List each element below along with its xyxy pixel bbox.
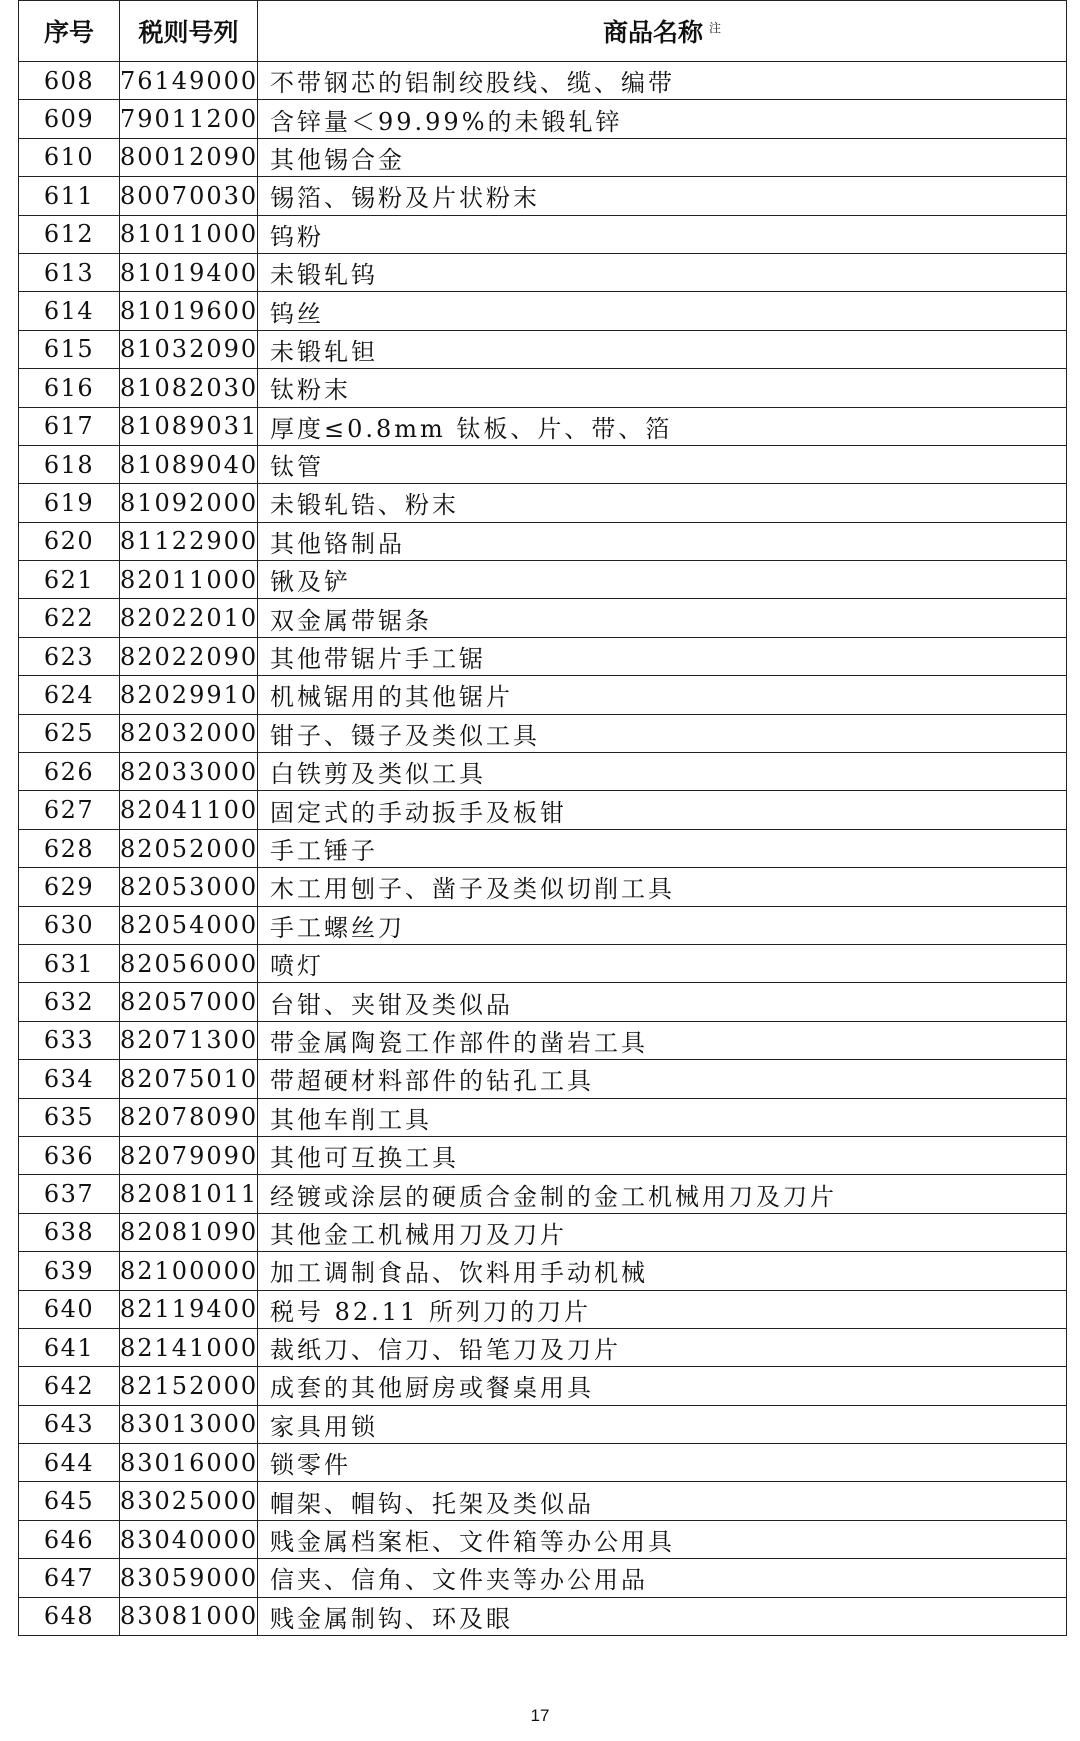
row-code: 81019600 [120,292,258,330]
row-seq: 623 [19,637,120,675]
row-code: 76149000 [120,62,258,100]
row-name: 锡箔、锡粉及片状粉末 [258,177,1067,215]
row-code: 82032000 [120,714,258,752]
table-row [19,445,1067,483]
row-seq: 619 [19,484,120,522]
header-name-cell [258,1,1067,62]
row-code: 82041100 [120,791,258,829]
row-name: 钛管 [258,445,1067,483]
row-code: 82152000 [120,1367,258,1405]
row-name: 带超硬材料部件的钻孔工具 [258,1060,1067,1098]
header-note: 注 [709,20,722,35]
row-seq: 625 [19,714,120,752]
row-seq: 628 [19,829,120,867]
row-seq: 621 [19,561,120,599]
row-name: 双金属带锯条 [258,599,1067,637]
table-row [19,62,1067,100]
row-code: 82033000 [120,753,258,791]
row-name: 贱金属档案柜、文件箱等办公用具 [258,1520,1067,1558]
row-code: 82052000 [120,829,258,867]
table-row [19,599,1067,637]
row-name: 含锌量＜99.99%的未锻轧锌 [258,100,1067,138]
row-code: 81092000 [120,484,258,522]
table-row [19,1444,1067,1482]
row-seq: 631 [19,944,120,982]
row-seq: 608 [19,62,120,100]
row-seq: 644 [19,1444,120,1482]
row-name: 家具用锁 [258,1405,1067,1443]
row-code: 83081000 [120,1597,258,1635]
row-seq: 636 [19,1136,120,1174]
header-row [19,1,1067,62]
table-row [19,1482,1067,1520]
row-code: 81032090 [120,330,258,368]
row-code: 82141000 [120,1328,258,1366]
table-row [19,407,1067,445]
row-code: 82079090 [120,1136,258,1174]
row-name: 锹及铲 [258,561,1067,599]
table-row [19,714,1067,752]
row-seq: 612 [19,215,120,253]
row-code: 82071300 [120,1021,258,1059]
row-seq: 624 [19,676,120,714]
row-code: 82029910 [120,676,258,714]
row-code: 82081090 [120,1213,258,1251]
row-code: 82053000 [120,868,258,906]
row-name: 钛粉末 [258,369,1067,407]
table-row [19,1060,1067,1098]
table-row [19,484,1067,522]
row-name: 钳子、镊子及类似工具 [258,714,1067,752]
row-name: 手工螺丝刀 [258,906,1067,944]
row-seq: 613 [19,253,120,291]
row-code: 83016000 [120,1444,258,1482]
row-name: 固定式的手动扳手及板钳 [258,791,1067,829]
table-row [19,1098,1067,1136]
table-row [19,1136,1067,1174]
row-code: 81089040 [120,445,258,483]
table-row [19,1175,1067,1213]
row-code: 83040000 [120,1520,258,1558]
header-seq: 序号 [19,1,120,62]
row-code: 80070030 [120,177,258,215]
row-name: 裁纸刀、信刀、铅笔刀及刀片 [258,1328,1067,1366]
row-code: 82022010 [120,599,258,637]
row-code: 81011000 [120,215,258,253]
row-name: 其他车削工具 [258,1098,1067,1136]
table-row [19,1597,1067,1635]
row-code: 83059000 [120,1559,258,1597]
row-seq: 638 [19,1213,120,1251]
table-row [19,944,1067,982]
row-name: 锁零件 [258,1444,1067,1482]
row-name: 贱金属制钩、环及眼 [258,1597,1067,1635]
row-name: 其他铬制品 [258,522,1067,560]
row-seq: 643 [19,1405,120,1443]
row-seq: 645 [19,1482,120,1520]
table-row [19,561,1067,599]
row-code: 82056000 [120,944,258,982]
row-seq: 640 [19,1290,120,1328]
row-code: 82022090 [120,637,258,675]
row-code: 79011200 [120,100,258,138]
table-row [19,753,1067,791]
row-name: 帽架、帽钩、托架及类似品 [258,1482,1067,1520]
row-seq: 611 [19,177,120,215]
row-code: 82119400 [120,1290,258,1328]
row-code: 82075010 [120,1060,258,1098]
row-name: 其他锡合金 [258,138,1067,176]
table-row [19,292,1067,330]
table-row [19,1405,1067,1443]
row-seq: 642 [19,1367,120,1405]
table-row [19,1367,1067,1405]
table-row [19,676,1067,714]
row-name: 成套的其他厨房或餐桌用具 [258,1367,1067,1405]
row-code: 82100000 [120,1252,258,1290]
row-code: 82057000 [120,983,258,1021]
table-row [19,100,1067,138]
table-row [19,369,1067,407]
table-row [19,138,1067,176]
goods-table [18,0,1067,1636]
row-seq: 614 [19,292,120,330]
table-row [19,1559,1067,1597]
row-name: 喷灯 [258,944,1067,982]
row-name: 钨粉 [258,215,1067,253]
row-seq: 648 [19,1597,120,1635]
row-name: 其他可互换工具 [258,1136,1067,1174]
row-seq: 627 [19,791,120,829]
row-name: 手工锤子 [258,829,1067,867]
row-name: 税号 82.11 所列刀的刀片 [258,1290,1067,1328]
row-name: 未锻轧钨 [258,253,1067,291]
table-row [19,177,1067,215]
row-code: 82011000 [120,561,258,599]
row-seq: 626 [19,753,120,791]
row-seq: 620 [19,522,120,560]
table-row [19,1252,1067,1290]
table-row [19,868,1067,906]
row-seq: 646 [19,1520,120,1558]
row-seq: 610 [19,138,120,176]
row-code: 81089031 [120,407,258,445]
row-code: 83025000 [120,1482,258,1520]
table-row [19,637,1067,675]
row-code: 80012090 [120,138,258,176]
table-row [19,1290,1067,1328]
row-code: 81122900 [120,522,258,560]
row-seq: 641 [19,1328,120,1366]
table-row [19,330,1067,368]
table-row [19,906,1067,944]
table-row [19,829,1067,867]
row-name: 其他带锯片手工锯 [258,637,1067,675]
table-row [19,522,1067,560]
row-name: 经镀或涂层的硬质合金制的金工机械用刀及刀片 [258,1175,1067,1213]
row-name: 木工用刨子、凿子及类似切削工具 [258,868,1067,906]
row-name: 未锻轧钽 [258,330,1067,368]
row-name: 厚度≤0.8mm 钛板、片、带、箔 [258,407,1067,445]
row-name: 其他金工机械用刀及刀片 [258,1213,1067,1251]
row-seq: 635 [19,1098,120,1136]
table-row [19,253,1067,291]
row-name: 不带钢芯的铝制绞股线、缆、编带 [258,62,1067,100]
row-name: 带金属陶瓷工作部件的凿岩工具 [258,1021,1067,1059]
row-code: 81082030 [120,369,258,407]
header-name: 商品名称 [602,18,703,47]
row-name: 机械锯用的其他锯片 [258,676,1067,714]
row-seq: 609 [19,100,120,138]
table-row [19,1213,1067,1251]
table-row [19,1021,1067,1059]
row-code: 82081011 [120,1175,258,1213]
row-name: 信夹、信角、文件夹等办公用品 [258,1559,1067,1597]
row-seq: 616 [19,369,120,407]
row-seq: 622 [19,599,120,637]
row-seq: 637 [19,1175,120,1213]
table-row [19,215,1067,253]
row-seq: 615 [19,330,120,368]
row-seq: 647 [19,1559,120,1597]
row-seq: 632 [19,983,120,1021]
table-row [19,983,1067,1021]
row-code: 83013000 [120,1405,258,1443]
row-seq: 617 [19,407,120,445]
row-code: 82078090 [120,1098,258,1136]
row-name: 钨丝 [258,292,1067,330]
row-seq: 618 [19,445,120,483]
page-number: 17 [530,1706,550,1725]
row-name: 未锻轧锆、粉末 [258,484,1067,522]
row-name: 白铁剪及类似工具 [258,753,1067,791]
row-name: 加工调制食品、饮料用手动机械 [258,1252,1067,1290]
row-code: 81019400 [120,253,258,291]
row-code: 82054000 [120,906,258,944]
table-row [19,1328,1067,1366]
row-seq: 629 [19,868,120,906]
row-seq: 639 [19,1252,120,1290]
row-seq: 634 [19,1060,120,1098]
row-seq: 630 [19,906,120,944]
header-code: 税则号列 [120,1,258,62]
table-row [19,1520,1067,1558]
row-name: 台钳、夹钳及类似品 [258,983,1067,1021]
table-row [19,791,1067,829]
row-seq: 633 [19,1021,120,1059]
